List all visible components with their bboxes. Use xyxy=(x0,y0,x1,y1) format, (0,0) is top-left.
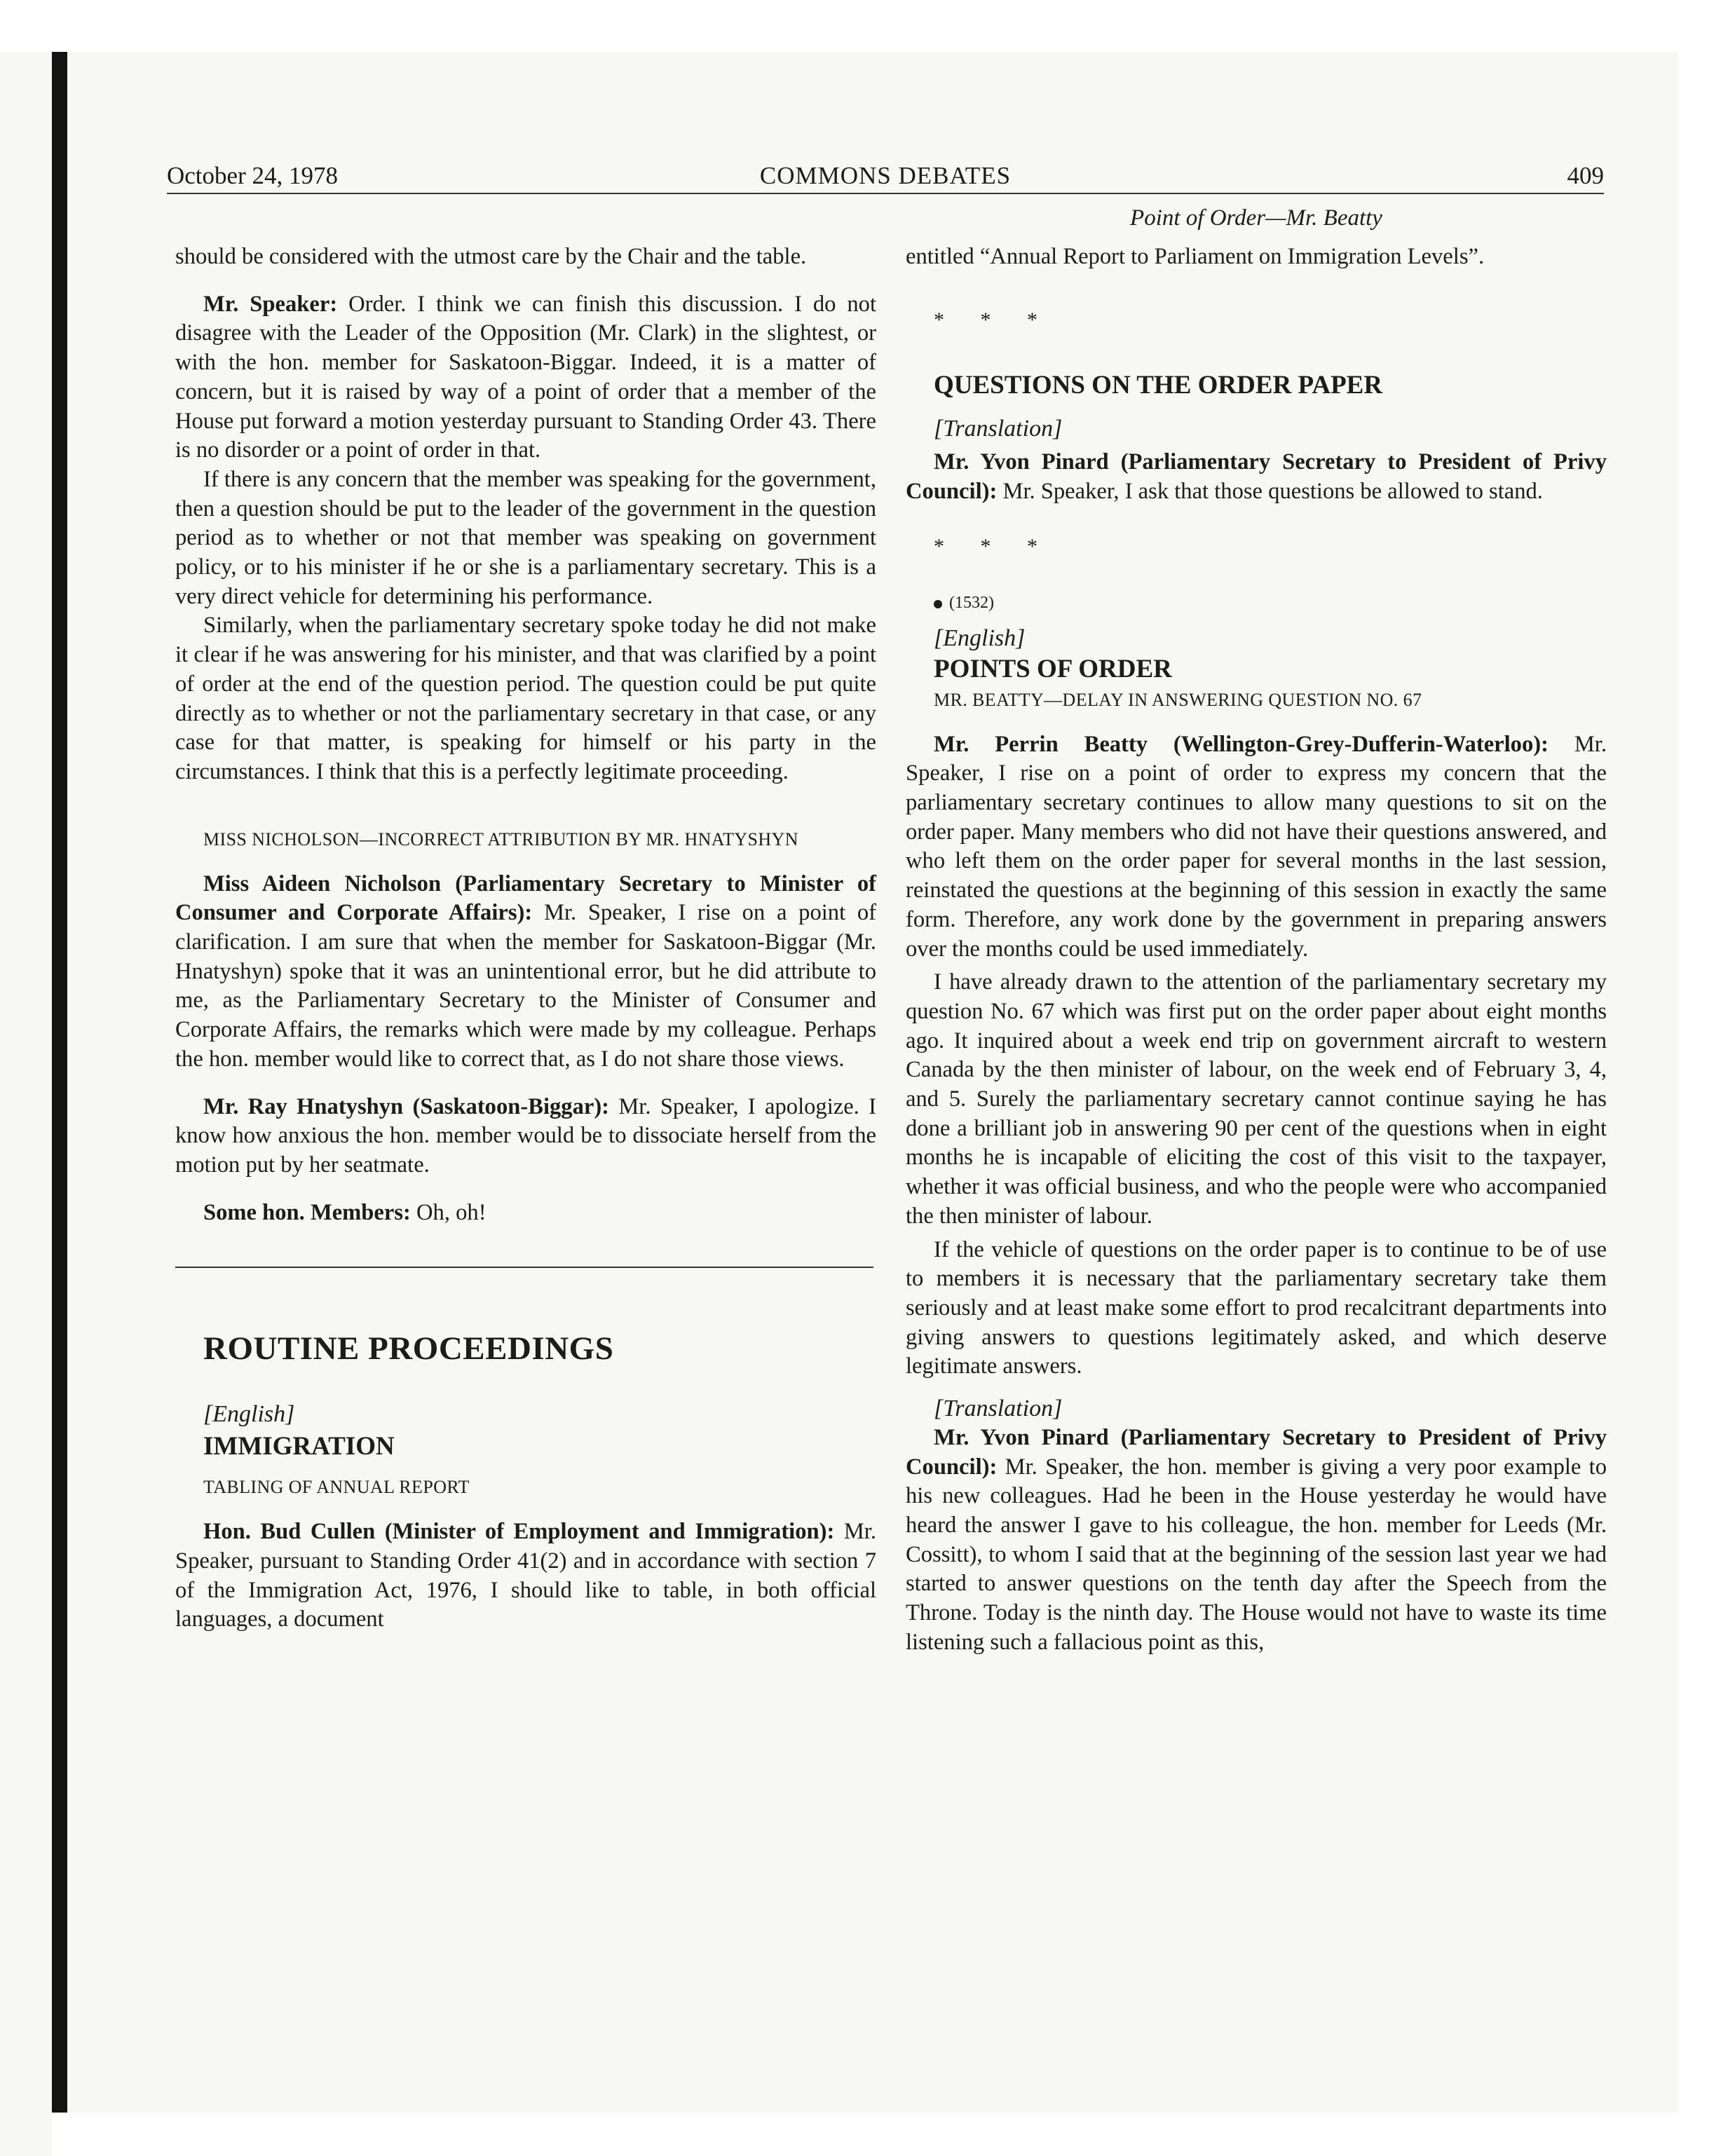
section-title: ROUTINE PROCEEDINGS xyxy=(203,1330,614,1367)
speaker-name: Some hon. Members: xyxy=(203,1199,411,1225)
scan-border-left xyxy=(52,52,67,2113)
page-number: 409 xyxy=(1567,162,1604,189)
paragraph: If the vehicle of questions on the order paper is to continue to be of use to members it is necessary that the parliamentary secretary take them seriously and at least make some effort to prod recalcitrant departments into giving answers to questions legitimately asked, and which deserve legitimate answers. xyxy=(906,1236,1607,1379)
left-column xyxy=(175,243,876,1635)
speech-text: Mr. Speaker, pursuant to Standing Order 41(2) and in accordance with section 7 of the Immigration Act, 1976, I should like to table, in both official languages, a document xyxy=(175,1519,877,1632)
speech-text: Mr. Speaker, the hon. member is giving a very poor example to his new colleagues. Had he been in the House yesterday he would have heard the answer I gave to his colleague, the hon. member for Leeds (Mr. Cossitt), to whom I said that at the beginning of the session last year we had started to answer questions on the tenth day after the Speech from the Throne. Today is the ninth day. The House would not have to waste its time listening such a fallacious point as this, xyxy=(906,1454,1607,1655)
speaker-name: Mr. Ray Hnatyshyn (Saskatoon-Biggar): xyxy=(203,1093,610,1119)
paragraph-speaker xyxy=(175,290,876,465)
scan-border-right xyxy=(1678,0,1735,2156)
paragraph-speaker xyxy=(175,870,876,1074)
speech-text: Order. I think we can finish this discussion. I do not disagree with the Leader of the Opposition (Mr. Clark) in the slightest, or with the hon. member for Saskatoon-Biggar. Indeed, it is a matter of concern, but it is raised by way of a point of order that a member of the House put forward a motion yesterday pursuant to Standing Order 43. There is no disorder or a point of order in that. xyxy=(175,291,876,463)
time-marker-text: (1532) xyxy=(949,594,994,613)
speaker-name: Mr. Perrin Beatty (Wellington-Grey-Dufferin-Waterloo): xyxy=(934,731,1549,757)
time-marker xyxy=(906,589,1607,618)
subheading: MISS NICHOLSON—INCORRECT ATTRIBUTION BY MR. HNATYSHYN xyxy=(203,828,798,850)
speech-text: Oh, oh! xyxy=(410,1199,487,1225)
subheading: MR. BEATTY—DELAY IN ANSWERING QUESTION NO. 67 xyxy=(934,689,1422,710)
paragraph-speaker xyxy=(906,448,1607,506)
paragraph: I have already drawn to the attention of the parliamentary secretary my question No. 67 which was first put on the order paper about eight months ago. It inquired about a week end trip on government aircraft to western Canada by the then minister of labour, on the week end of February 3, 4, and 5. Surely the parliamentary secretary cannot continue saying he has done a brilliant job in answering 90 per cent of the questions when in eight months he is incapable of eliciting the cost of this visit to the taxpayer, whether it was official business, and who the people were who accompanied the then minister of labour. xyxy=(906,969,1607,1229)
speech-text: Mr. Speaker, I rise on a point of clarification. I am sure that when the member for Saskatoon-Biggar (Mr. Hnatyshyn) spoke that it was an unintentional error, but he did attribute to me, as the Parliamentary Secretary to the Minister of Consumer and Corporate Affairs, the remarks which were made by my colleague. Perhaps the hon. member would like to correct that, as I do not share those views. xyxy=(175,900,876,1072)
speaker-name: Hon. Bud Cullen (Minister of Employment and Immigration): xyxy=(203,1519,835,1545)
right-column xyxy=(906,243,1607,1657)
running-head: Point of Order—Mr. Beatty xyxy=(1130,205,1382,231)
language-tag: [Translation] xyxy=(934,1396,1063,1422)
speaker-name: Mr. Yvon Pinard (Parliamentary Secretary to President of Privy Council): xyxy=(906,449,1607,504)
header-date: October 24, 1978 xyxy=(167,162,338,189)
speaker-name: Mr. Speaker: xyxy=(203,291,338,317)
paragraph-speaker xyxy=(906,730,1607,964)
paragraph: If there is any concern that the member was speaking for the government, then a question should be put to the leader of the government in the question period as to whether or not that member was speaking on government policy, or to his minister if he or she is a parliamentary secretary. This is a very direct vehicle for determining his performance. xyxy=(175,466,876,609)
header-title: COMMONS DEBATES xyxy=(759,162,1012,189)
separator-stars: * * * xyxy=(934,308,1053,332)
speech-text: Mr. Speaker, I ask that those questions be allowed to stand. xyxy=(997,478,1543,504)
heading: IMMIGRATION xyxy=(203,1432,395,1461)
scan-border-top xyxy=(0,0,1735,52)
paragraph: should be considered with the utmost care by the Chair and the table. xyxy=(175,244,807,269)
paragraph-speaker xyxy=(906,1424,1607,1658)
paragraph-speaker xyxy=(175,1093,876,1180)
page-header xyxy=(167,151,1604,194)
speech-text: Mr. Speaker, I rise on a point of order to express my concern that the parliamentary secretary continues to allow many questions to sit on the order paper. Many members who did not have their questions answered, and who left them on the order paper for several months in the last session, reinstated the questions at the beginning of this session in exactly the same form. Therefore, any work done by the government in preparing answers over the months could be used immediately. xyxy=(906,731,1607,962)
bullet-dot-icon xyxy=(934,600,942,608)
paragraph-speaker xyxy=(175,1199,876,1228)
language-tag: [English] xyxy=(203,1401,295,1428)
paragraph-speaker xyxy=(175,1517,876,1635)
heading: POINTS OF ORDER xyxy=(934,654,1172,683)
speaker-name: Mr. Yvon Pinard (Parliamentary Secretary to President of Privy Council): xyxy=(906,1424,1607,1480)
language-tag: [English] xyxy=(934,625,1026,651)
language-tag: [Translation] xyxy=(934,416,1063,442)
paragraph: Similarly, when the parliamentary secretary spoke today he did not make it clear if he was answering for his minister, and that was clarified by a point of order at the end of the question period. The question could be put quite directly as to whether or not the parliamentary secretary in that case, or any case for that matter, is speaking for himself or his party in the circumstances. I think that this is a perfectly legitimate proceeding. xyxy=(175,613,876,784)
speaker-name: Miss Aideen Nicholson (Parliamentary Secretary to Minister of Consumer and Corporate Affairs): xyxy=(175,871,876,926)
paragraph: entitled “Annual Report to Parliament on Immigration Levels”. xyxy=(906,244,1485,269)
heading: QUESTIONS ON THE ORDER PAPER xyxy=(934,371,1383,400)
speech-text: Mr. Speaker, I apologize. I know how anxious the hon. member would be to dissociate herself from the motion put by her seatmate. xyxy=(175,1093,876,1178)
subheading: TABLING OF ANNUAL REPORT xyxy=(203,1477,470,1498)
separator-stars: * * * xyxy=(934,534,1053,558)
scan-border-bottom xyxy=(52,2113,1678,2156)
